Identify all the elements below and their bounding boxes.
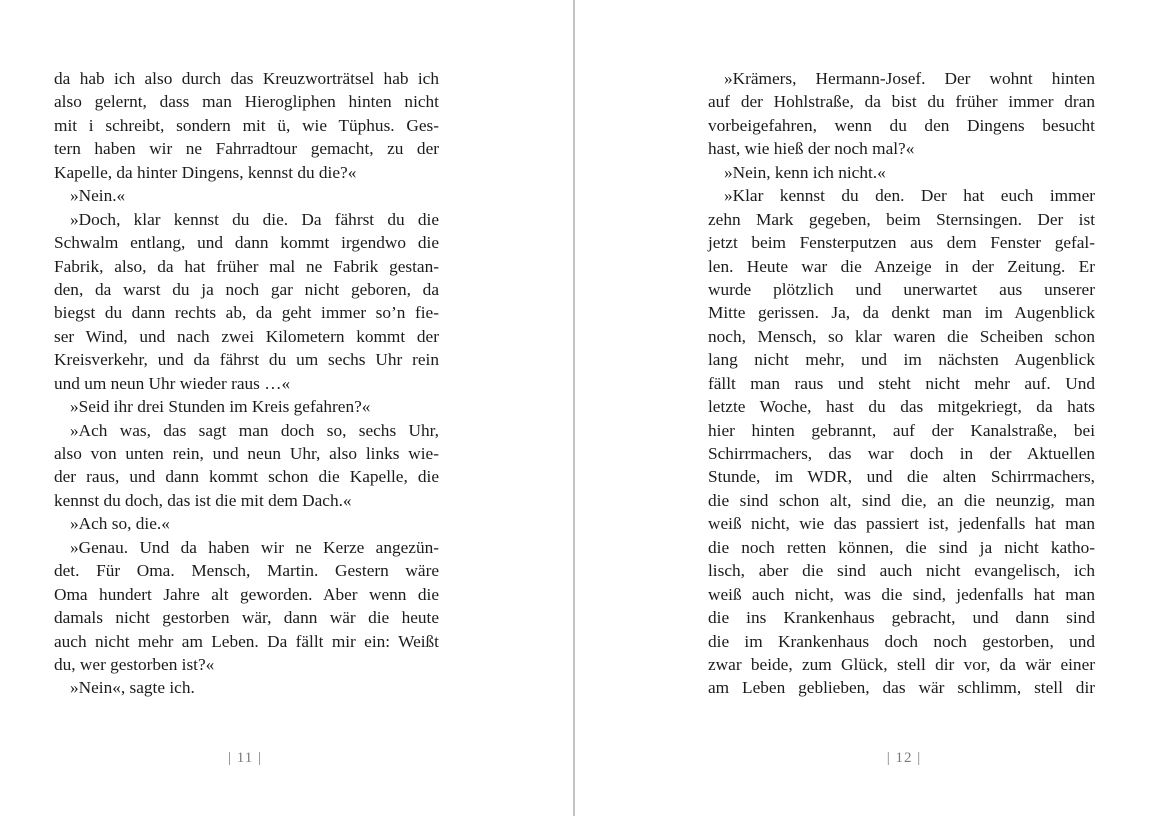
text-line: zwar beide, zum Glück, stell dir vor, da wär einer (708, 654, 1095, 674)
text-line: Stunde, im WDR, und die alten Schirrmachers, (708, 467, 1095, 487)
text-line: »Ach was, das sagt man doch so, sechs Uhr, (70, 420, 439, 440)
text-line: tern haben wir ne Fahrradtour gemacht, zu der (54, 139, 439, 159)
text-line: »Nein«, sagte ich. (70, 678, 195, 698)
text-line: am Leben geblieben, das wär schlimm, stell dir (708, 678, 1095, 698)
text-line: also gelernt, dass man Hierogliphen hinten nicht (54, 92, 439, 112)
text-line: »Krämers, Hermann-Josef. Der wohnt hinten (724, 69, 1095, 88)
text-line: weiß auch nicht, was die sind, jedenfalls hat man (708, 584, 1095, 604)
text-line: kennst du doch, das ist die mit dem Dach.« (54, 490, 352, 510)
left-page (0, 0, 574, 816)
text-line: »Nein.« (70, 186, 126, 206)
text-line: vorbeigefahren, wenn du den Dingens besucht (708, 115, 1095, 135)
text-line: auf der Hohlstraße, da bist du früher immer dran (708, 92, 1095, 112)
text-line: weiß nicht, wie das passiert ist, jedenfalls hat man (708, 514, 1095, 534)
text-line: letzte Woche, hast du das mitgekriegt, da hats (708, 397, 1095, 417)
book-spine-divider (573, 0, 575, 816)
text-line: die noch retten können, die sind ja nicht katho- (708, 537, 1095, 557)
text-line: der raus, und dann kommt schon die Kapelle, die (54, 467, 439, 487)
text-line: Oma hundert Jahre alt geworden. Aber wenn die (54, 584, 439, 604)
text-line: len. Heute war die Anzeige in der Zeitung. Er (708, 256, 1095, 276)
text-line: det. Für Oma. Mensch, Martin. Gestern wäre (54, 561, 439, 581)
text-line: hier hinten gebrannt, auf der Kanalstraße, bei (708, 420, 1095, 440)
text-line: wurde plötzlich und unerwartet aus unserer (708, 279, 1095, 299)
text-line: da hab ich also durch das Kreuzworträtsel hab ich (54, 69, 439, 88)
text-line: Schirrmachers, das war doch in der Aktuellen (708, 444, 1095, 463)
text-line: damals nicht gestorben wär, dann wär die heute (54, 608, 439, 628)
text-line: den, da warst du ja noch gar nicht geboren, da (54, 279, 439, 299)
text-line: Kapelle, da hinter Dingens, kennst du die?« (54, 162, 357, 182)
text-line: fällt man raus und steht nicht mehr auf. Und (708, 373, 1095, 393)
text-line: mit i schreibt, sondern mit ü, wie Tüphus. Ges- (54, 115, 439, 135)
text-line: die ins Krankenhaus gebracht, und dann sind (708, 608, 1095, 628)
text-line: ser Wind, und nach zwei Kilometern kommt der (54, 326, 439, 346)
page-number: | 11 | (228, 750, 262, 766)
text-line: hast, wie hieß der noch mal?« (708, 139, 915, 159)
text-line: die sind schon alt, sind die, an die neunzig, man (708, 490, 1095, 510)
text-line: Schwalm entlang, und dann kommt irgendwo die (54, 233, 439, 253)
text-line: »Doch, klar kennst du die. Da fährst du die (70, 209, 439, 229)
text-line: und um neun Uhr wieder raus …« (54, 373, 291, 393)
text-line: »Nein, kenn ich nicht.« (724, 162, 886, 182)
page-number: | 12 | (886, 750, 922, 766)
text-line: »Klar kennst du den. Der hat euch immer (724, 186, 1095, 206)
left-page-text (54, 67, 439, 700)
text-line: lang nicht mehr, und im nächsten Augenblick (708, 350, 1095, 370)
text-line: Mitte gerissen. Ja, da denkt man im Augenblick (708, 303, 1095, 323)
text-line: Fabrik, also, da hat früher mal ne Fabrik gestan- (54, 256, 439, 276)
text-line: »Genau. Und da haben wir ne Kerze angezün- (70, 537, 439, 557)
text-line: »Seid ihr drei Stunden im Kreis gefahren?« (70, 397, 371, 417)
right-page-text (708, 67, 1095, 700)
text-line: du, wer gestorben ist?« (54, 654, 215, 674)
text-line: noch, Mensch, so klar waren die Scheiben schon (708, 326, 1095, 346)
text-line: auch nicht mehr am Leben. Da fällt mir ein: Weißt (54, 631, 439, 651)
text-line: jetzt beim Fensterputzen aus dem Fenster gefal- (708, 233, 1095, 253)
right-page (576, 0, 1156, 816)
text-line: biegst du dann rechts ab, da geht immer so’n fie- (54, 303, 439, 323)
text-line: die im Krankenhaus doch noch gestorben, und (708, 631, 1095, 651)
text-line: Kreisverkehr, und da fährst du um sechs Uhr rein (54, 350, 439, 370)
text-line: also von unten rein, und neun Uhr, also links wie- (54, 444, 439, 463)
text-line: »Ach so, die.« (70, 514, 170, 534)
text-line: zehn Mark gegeben, beim Sternsingen. Der ist (708, 209, 1095, 229)
text-line: lisch, aber die sind auch nicht evangelisch, ich (708, 561, 1095, 581)
